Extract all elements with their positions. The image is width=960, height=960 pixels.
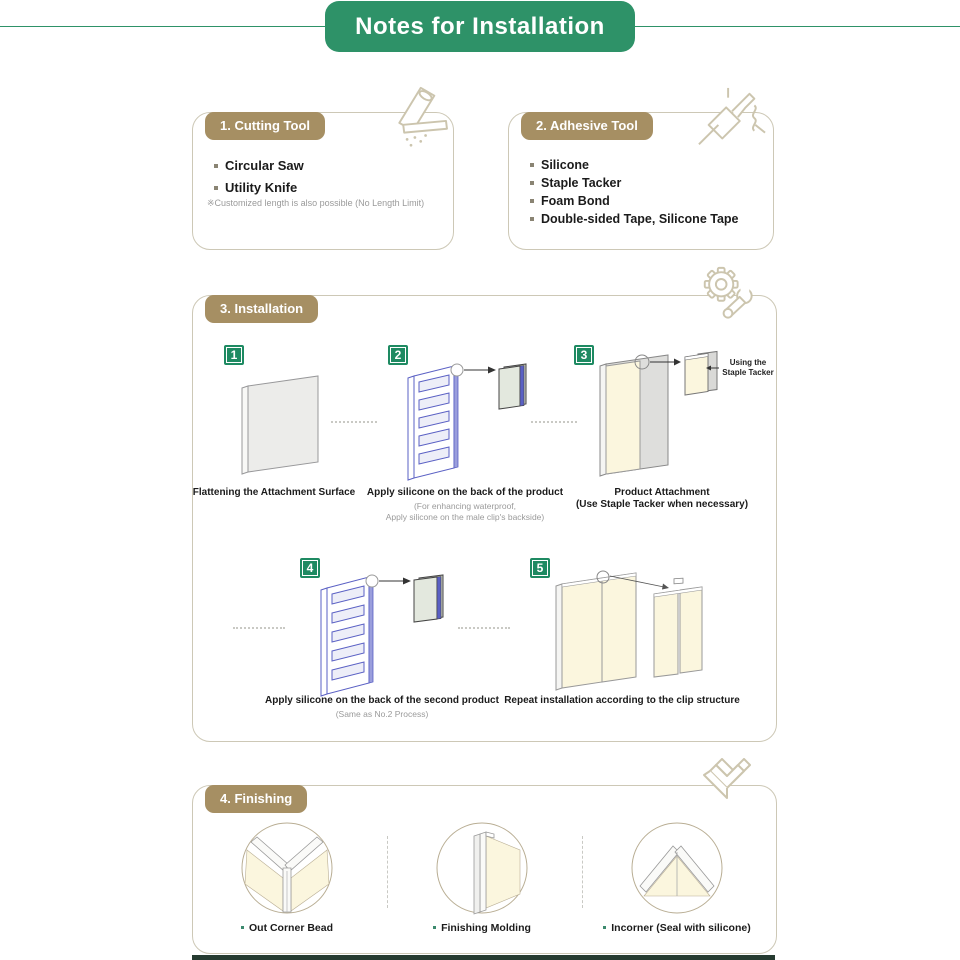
bullet-icon — [214, 186, 218, 190]
list-item-label: Foam Bond — [541, 194, 610, 208]
dotted-separator — [331, 421, 377, 423]
footer-bar — [192, 955, 775, 960]
bullet-icon — [530, 181, 534, 185]
cutting-tool-list — [214, 155, 304, 199]
out-corner-bead-illustration — [237, 818, 337, 918]
step-badge-5: 5 — [530, 558, 550, 578]
step1-caption: Flattening the Attachment Surface — [192, 487, 356, 498]
step-badge-1: 1 — [224, 345, 244, 365]
step-badge-4: 4 — [300, 558, 320, 578]
dotted-separator — [531, 421, 577, 423]
utility-knife-icon — [372, 84, 450, 154]
gear-wrench-icon — [698, 264, 756, 322]
bullet-icon — [433, 926, 436, 929]
step2-caption: Apply silicone on the back of the product (For enhancing waterproof, Apply silicone on the male clip's backside) — [366, 487, 564, 522]
dotted-separator — [458, 627, 510, 629]
step2-silicone-illustration — [392, 358, 532, 483]
page-title: Notes for Installation — [325, 1, 635, 52]
cutting-note: ※Customized length is also possible (No Length Limit) — [207, 198, 425, 208]
finish-caption-out-corner: Out Corner Bead — [197, 922, 377, 934]
step3-annotation: Using the Staple Tacker — [722, 358, 774, 377]
list-item — [214, 177, 304, 199]
list-item-label: Silicone — [541, 158, 589, 172]
list-item-label: Circular Saw — [225, 158, 304, 173]
dashed-separator — [582, 836, 583, 908]
list-item — [530, 192, 739, 210]
finish-caption-incorner: Incorner (Seal with silicone) — [587, 922, 767, 934]
bullet-icon — [530, 217, 534, 221]
adhesive-tool-list — [530, 156, 739, 228]
step-badge-2: 2 — [388, 345, 408, 365]
step-badge-3: 3 — [574, 345, 594, 365]
installation-label: 3. Installation — [205, 295, 318, 323]
incorner-illustration — [627, 818, 727, 918]
list-item-label: Utility Knife — [225, 180, 298, 195]
corner-trim-icon — [700, 758, 755, 810]
bullet-icon — [603, 926, 606, 929]
cutting-tool-label: 1. Cutting Tool — [205, 112, 325, 140]
dashed-separator — [387, 836, 388, 908]
step3-caption: Product Attachment (Use Staple Tacker when necessary) — [575, 487, 749, 510]
list-item — [214, 155, 304, 177]
bullet-icon — [241, 926, 244, 929]
bullet-icon — [530, 199, 534, 203]
bullet-icon — [214, 164, 218, 168]
list-item — [530, 156, 739, 174]
step5-caption: Repeat installation according to the clip structure — [504, 695, 740, 706]
finish-caption-molding: Finishing Molding — [392, 922, 572, 934]
step4-silicone-illustration — [305, 568, 450, 700]
finishing-label: 4. Finishing — [205, 785, 307, 813]
list-item-label: Double-sided Tape, Silicone Tape — [541, 212, 739, 226]
list-item — [530, 174, 739, 192]
dotted-separator — [233, 627, 285, 629]
list-item — [530, 210, 739, 228]
step3-attachment-illustration — [586, 346, 721, 486]
adhesive-tool-label: 2. Adhesive Tool — [521, 112, 653, 140]
step5-repeat-illustration — [542, 562, 707, 697]
step4-caption: Apply silicone on the back of the second product (Same as No.2 Process) — [265, 695, 499, 719]
bullet-icon — [530, 163, 534, 167]
list-item-label: Staple Tacker — [541, 176, 622, 190]
step1-panel-illustration — [222, 370, 327, 475]
glue-bottle-icon — [692, 86, 772, 156]
finishing-molding-illustration — [432, 818, 532, 918]
